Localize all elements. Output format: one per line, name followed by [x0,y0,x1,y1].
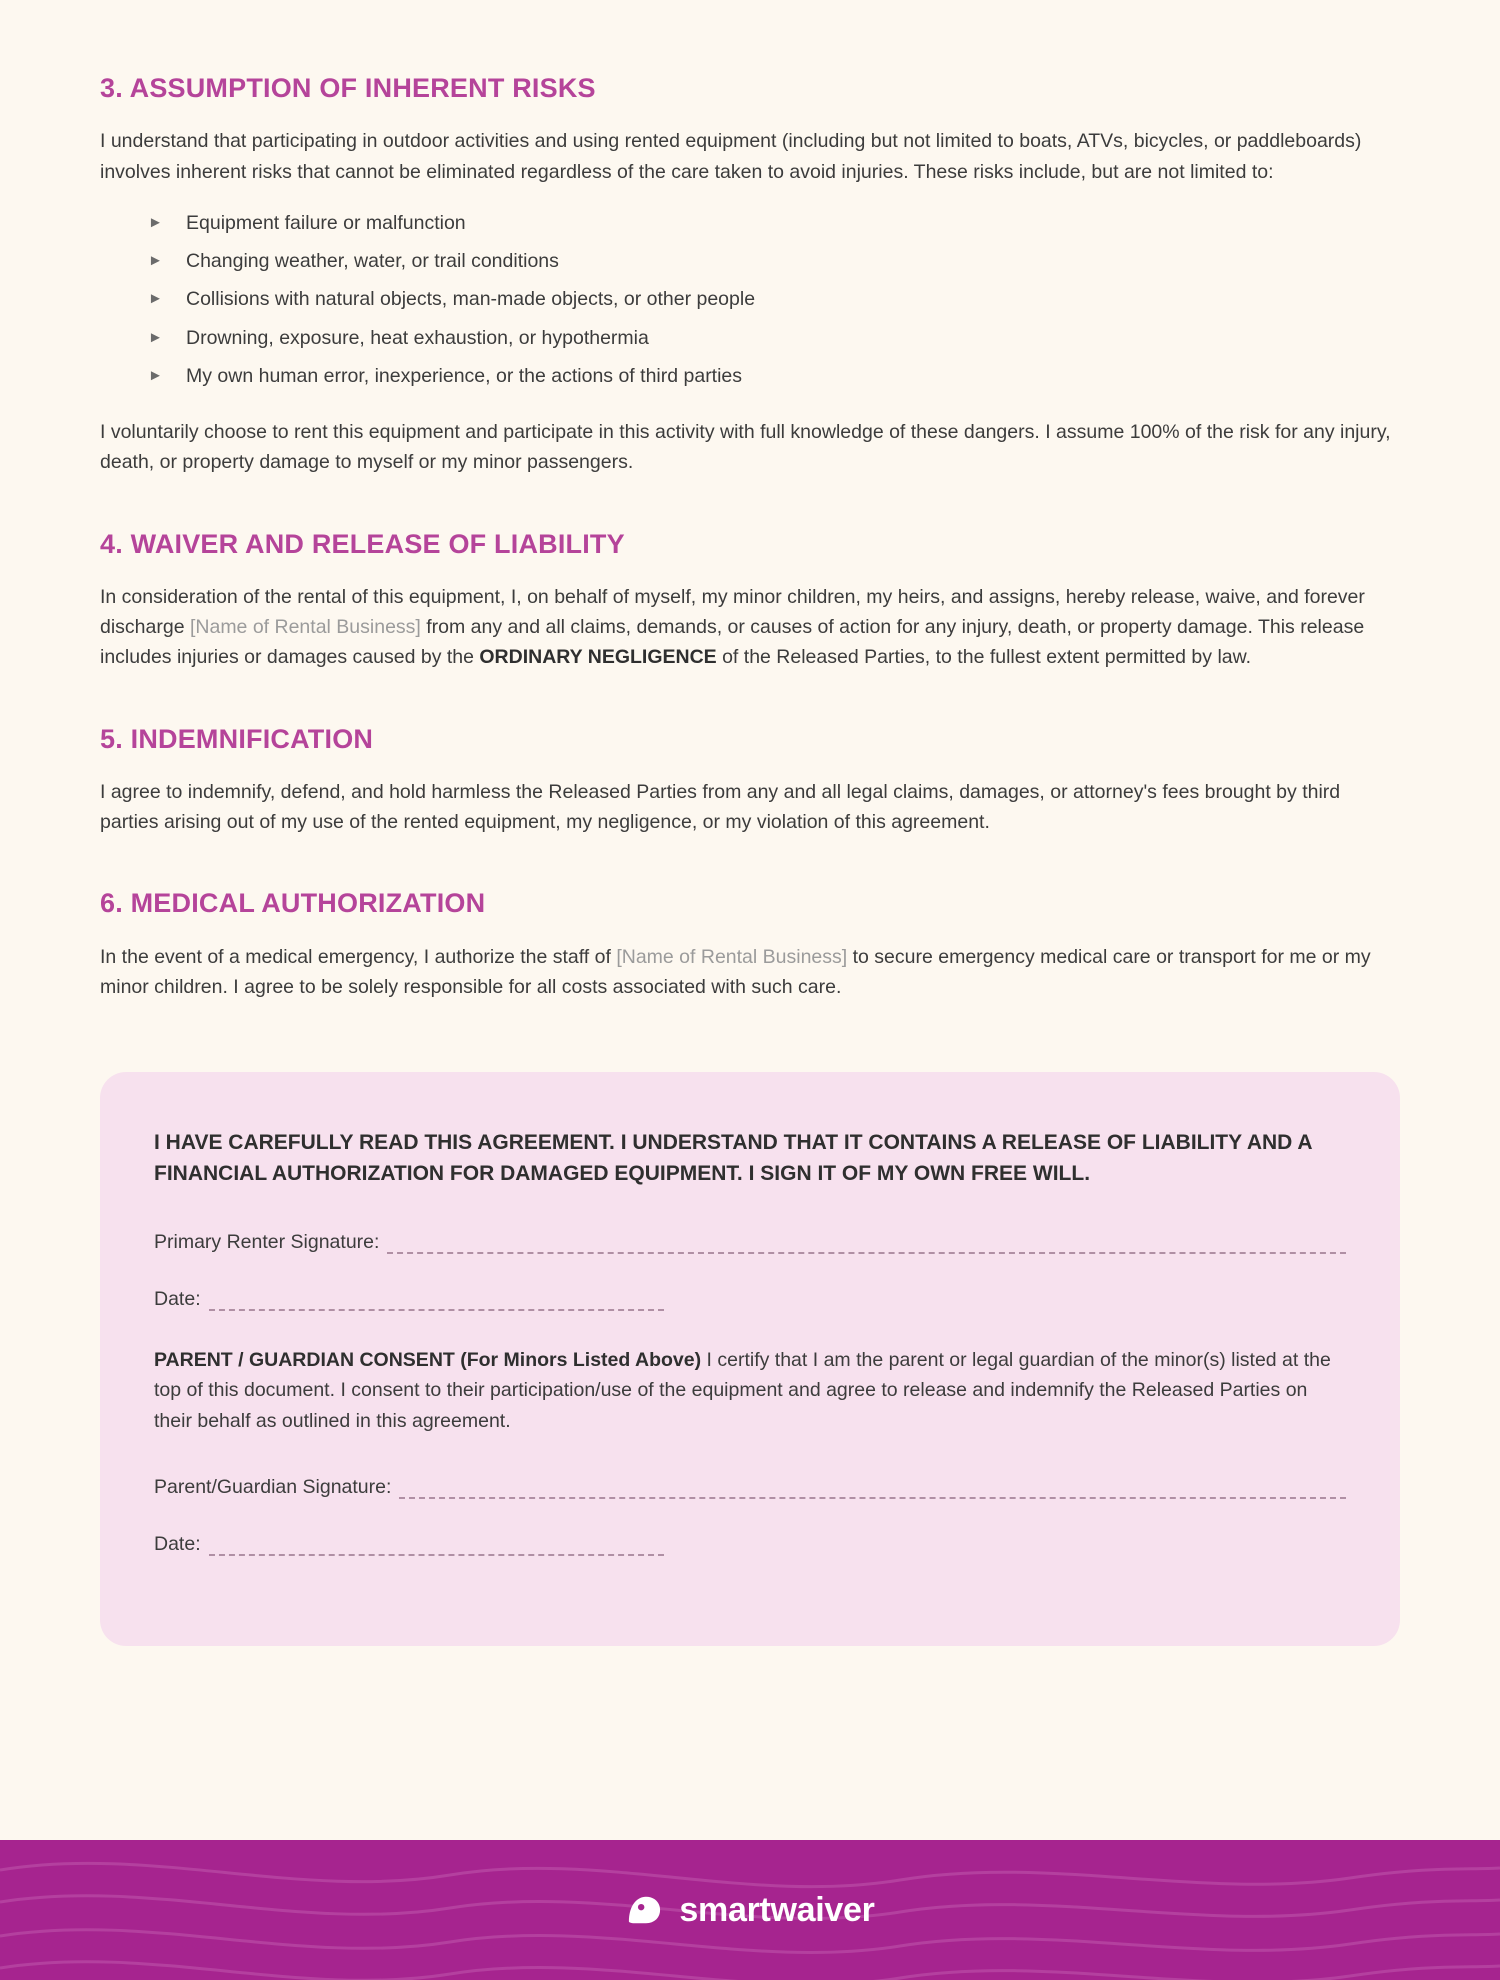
business-name-placeholder: [Name of Rental Business] [189,616,421,639]
risk-text: My own human error, inexperience, or the actions of third parties [186,364,743,387]
bullet-arrow-icon: ► [148,213,163,231]
section-4-text-part-3: of the Released Parties, to the fullest extent permitted by law. [716,646,1252,669]
parent-guardian-consent [154,1345,1346,1436]
risk-list [100,209,1400,391]
footer-brand [0,1840,1500,1980]
guardian-date-row[interactable] [154,1533,1346,1556]
section-3-intro: I understand that participating in outdoor activities and using rented equipment (including but not limited to boats, ATVs, bicycles, or paddleboards) involves inherent risks that cannot be eliminated regardless of the care taken to avoid injuries. These risks include, but are not limited to: [100,130,1362,183]
risk-text: Changing weather, water, or trail conditions [186,250,559,273]
attestation-text: I HAVE CAREFULLY READ THIS AGREEMENT. I UNDERSTAND THAT IT CONTAINS A RELEASE OF LIABILITY AND A FINANCIAL AUTHORIZATION FOR DAMAGED EQUIPMENT. I SIGN IT OF MY OWN FREE WILL. [154,1131,1312,1185]
bullet-arrow-icon: ► [148,328,163,346]
primary-renter-date-label: Date: [154,1288,201,1311]
section-5-paragraph: I agree to indemnify, defend, and hold harmless the Released Parties from any and all legal claims, damages, or attorney's fees brought by third parties arising out of my use of the rented equipment, my negligence, or my violation of this agreement. [100,780,1341,834]
list-item [148,285,1400,314]
page-footer [0,1840,1500,1980]
section-6-text-part-2: to secure emergency medical care or transport for me or my minor children. I agree to be solely responsible for all costs associated with such care. [100,945,1371,998]
list-item [148,209,1400,238]
guardian-signature-row[interactable] [154,1476,1346,1499]
bullet-arrow-icon: ► [148,290,163,308]
section-4-text-part-1: In consideration of the rental of this equipment, I, on behalf of myself, my minor children, my heirs, and assigns, hereby release, waive, and forever discharge [100,585,1365,639]
brand-name: smartwaiver [679,1890,875,1929]
risk-text: Collisions with natural objects, man-made objects, or other people [186,288,756,311]
primary-renter-signature-row[interactable] [154,1231,1346,1254]
section-4-title: 4. WAIVER AND RELEASE OF LIABILITY [100,528,625,559]
risk-text: Equipment failure or malfunction [186,211,466,234]
guardian-signature-label: Parent/Guardian Signature: [154,1475,392,1498]
primary-renter-date-row[interactable] [154,1288,1346,1311]
list-item [148,247,1400,276]
guardian-date-label: Date: [154,1532,201,1555]
consent-heading: PARENT / GUARDIAN CONSENT (For Minors Listed Above) [154,1349,702,1372]
guardian-date-line[interactable] [209,1538,664,1556]
business-name-placeholder: [Name of Rental Business] [616,945,848,968]
primary-renter-date-line[interactable] [209,1293,664,1311]
guardian-signature-line[interactable] [399,1481,1346,1499]
list-item [148,324,1400,353]
primary-renter-signature-label: Primary Renter Signature: [154,1231,380,1254]
consent-text: I certify that I am the parent or legal guardian of the minor(s) listed at the top of this document. I consent to their participation/use of the equipment and agree to release and indemnify the Released Parties on their behalf as outlined in this agreement. [154,1349,1331,1432]
signature-block [100,1072,1400,1646]
section-waiver-and-release-of-liability [100,528,1400,673]
risk-text: Drowning, exposure, heat exhaustion, or hypothermia [186,326,649,349]
smartwaiver-logo-icon [625,1893,663,1927]
section-medical-authorization [100,887,1400,1002]
section-3-title: 3. ASSUMPTION OF INHERENT RISKS [100,73,596,103]
section-6-paragraph [100,942,1400,1002]
list-item [148,362,1400,391]
section-6-text-part-1: In the event of a medical emergency, I authorize the staff of [100,945,617,968]
section-assumption-of-inherent-risks [100,72,1400,478]
section-3-closing: I voluntarily choose to rent this equipment and participate in this activity with full knowledge of these dangers. I assume 100% of the risk for any injury, death, or property damage to myself or my minor passengers. [100,421,1391,474]
bullet-arrow-icon: ► [148,252,163,270]
section-4-text-part-2: from any and all claims, demands, or causes of action for any injury, death, or property damage. This release includes injuries or damages caused by the [100,616,1365,669]
primary-renter-signature-line[interactable] [387,1236,1346,1254]
section-5-title: 5. INDEMNIFICATION [100,723,374,754]
section-4-paragraph [100,582,1400,673]
bullet-arrow-icon: ► [148,366,163,384]
section-6-title: 6. MEDICAL AUTHORIZATION [100,888,486,919]
section-indemnification [100,723,1400,838]
ordinary-negligence-emphasis: ORDINARY NEGLIGENCE [479,646,717,669]
